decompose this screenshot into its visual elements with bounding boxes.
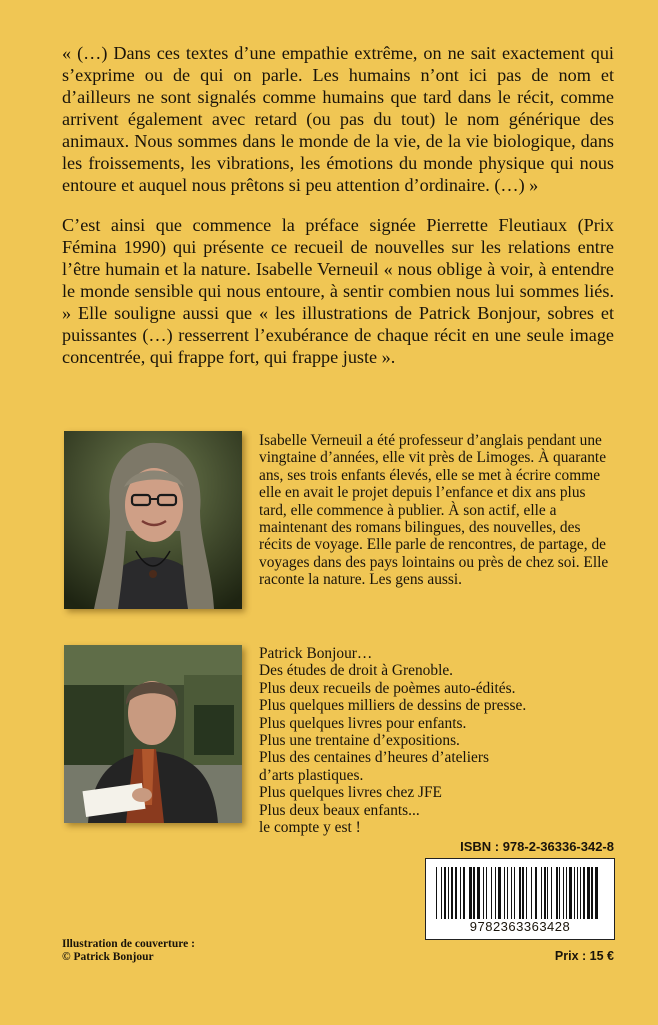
illustrator-line: le compte y est ! <box>259 819 361 837</box>
barcode-bar <box>455 867 457 919</box>
illustrator-line: Patrick Bonjour… <box>259 645 373 662</box>
credit-label: Illustration de couverture : <box>62 938 195 950</box>
barcode-bar <box>448 867 449 919</box>
barcode-bar <box>574 867 575 919</box>
barcode-bar <box>551 867 552 919</box>
barcode-bar <box>531 867 532 919</box>
back-cover-text <box>62 42 614 368</box>
barcode-bar <box>498 867 501 919</box>
illustrator-photo <box>64 645 242 823</box>
barcode-bar <box>569 867 572 919</box>
barcode-bar <box>441 867 442 919</box>
barcode-bar <box>511 867 512 919</box>
author-photo <box>64 431 242 609</box>
barcode-bar <box>580 867 581 919</box>
barcode-bar <box>535 867 537 919</box>
barcode-number: 9782363363428 <box>469 919 571 934</box>
barcode-bar <box>559 867 560 919</box>
illustrator-line: d’arts plastiques. <box>259 766 364 784</box>
barcode-bar <box>522 867 524 919</box>
barcode-bar <box>463 867 465 919</box>
illustrator-line: Plus quelques livres pour enfants. <box>259 714 467 732</box>
barcode-bar <box>577 867 578 919</box>
barcode-bar <box>591 867 593 919</box>
illustrator-line: Plus des centaines d’heures d’ateliers <box>259 749 489 767</box>
illustrator-line: Plus deux beaux enfants... <box>259 801 420 819</box>
barcode-bar <box>595 867 598 919</box>
barcode-bar <box>486 867 487 919</box>
barcode-bar <box>563 867 564 919</box>
isbn: ISBN : 978-2-36336-342-8 <box>460 839 614 854</box>
barcode-bar <box>491 867 492 919</box>
barcode-bar <box>583 867 585 919</box>
barcode-bar <box>444 867 446 919</box>
barcode-bars <box>436 867 604 919</box>
barcode-bar <box>519 867 521 919</box>
illustrator-line: Plus une trentaine d’expositions. <box>259 732 460 750</box>
barcode-bar <box>544 867 546 919</box>
barcode-bar <box>495 867 496 919</box>
illustrator-line: Plus deux recueils de poèmes auto-édités. <box>259 679 516 697</box>
barcode-bar <box>460 867 461 919</box>
illustrator-line: Des études de droit à Grenoble. <box>259 662 454 680</box>
barcode-bar <box>526 867 527 919</box>
credit-name: © Patrick Bonjour <box>62 951 154 963</box>
illustrator-bio <box>259 645 609 836</box>
barcode-bar <box>473 867 475 919</box>
price: Prix : 15 € <box>554 949 614 963</box>
barcode <box>425 858 615 940</box>
barcode-bar <box>587 867 590 919</box>
illustrator-line: Plus quelques livres chez JFE <box>259 784 442 802</box>
barcode-bar <box>483 867 484 919</box>
barcode-bar <box>436 867 437 919</box>
barcode-bar <box>507 867 508 919</box>
barcode-bar <box>469 867 472 919</box>
barcode-bar <box>514 867 515 919</box>
barcode-bar <box>504 867 505 919</box>
intro-quote: « (…) Dans ces textes d’une empathie extrême, on ne sait exactement qui s’exprime ou de qui on parle. Les humains n’ont ici pas de nom et d’ailleurs ne sont signalés comme humains que tard dans le récit, comme arrivent également avec retard (ou pas du tout) le nom générique des animaux. Nous sommes dans le monde de la vie, de la vie biologique, dans les froissements, les vibrations, les émotions du monde physique qui nous entoure et auquel nous prêtons si peu attention d’ordinaire. (…) » <box>62 43 614 195</box>
barcode-bar <box>477 867 480 919</box>
barcode-bar <box>566 867 567 919</box>
preface-paragraph: C’est ainsi que commence la préface signée Pierrette Fleutiaux (Prix Fémina 1990) qui présente ce recueil de nouvelles sur les relations entre l’être humain et la nature. Isabelle Verneuil « nous oblige à voir, à entendre le monde sensible qui nous entoure, à sentir combien nous lui sommes liés. » Elle souligne aussi que « les illustrations de Patrick Bonjour, sobres et puissantes (…) resserrent l’exubérance de chaque récit en une seule image concentrée, qui frappe fort, qui frappe juste ». <box>62 215 614 367</box>
barcode-bar <box>556 867 558 919</box>
barcode-bar <box>547 867 548 919</box>
barcode-bar <box>541 867 542 919</box>
cover-credit <box>62 938 195 964</box>
illustrator-line: Plus quelques milliers de dessins de presse. <box>259 697 527 715</box>
barcode-bar <box>451 867 453 919</box>
author-bio: Isabelle Verneuil a été professeur d’anglais pendant une vingtaine d’années, elle vit près de Limoges. À quarante ans, ses trois enfants élevés, elle se met à écrire comme elle en avait le projet depuis l’enfance et dix ans plus tard, elle commence à publier. À son actif, elle a maintenant des romans bilingues, des nouvelles, des récits de voyage. Elle parle de rencontres, de partage, de voyages dans des pays lointains ou près de chez soi. Elle raconte la nature. Les gens aussi. <box>259 432 609 589</box>
